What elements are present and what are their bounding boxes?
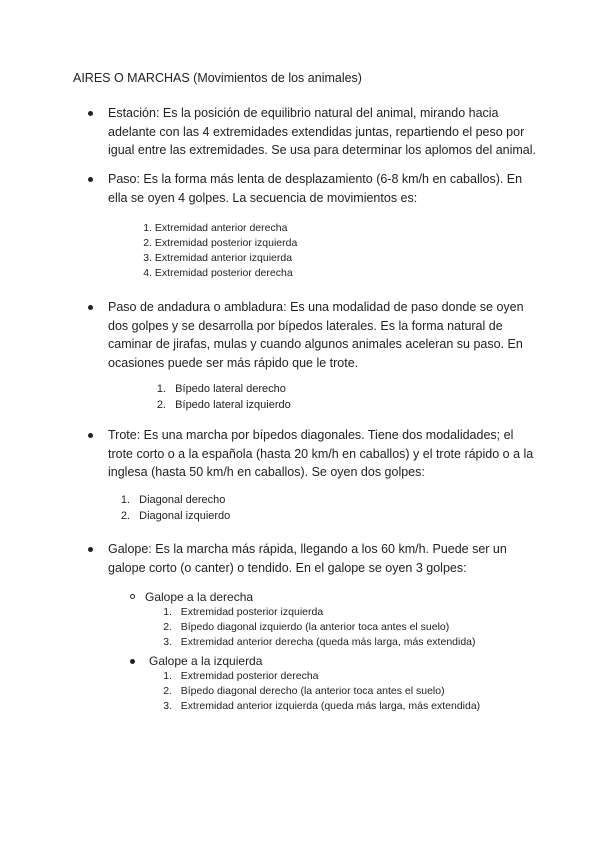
document-title: AIRES O MARCHAS (Movimientos de los animales) [73, 71, 362, 85]
trote-text: Trote: Es una marcha por bípedos diagonales. Tiene dos modalidades; el trote corto o a la española (hasta 20 km/h en caballos) y el trote rápido o a la inglesa (hasta 50 km/h en caballos). Se oyen dos golpes: [108, 428, 534, 479]
list-item-estacion [80, 104, 540, 160]
list-item: 2. Bípedo lateral izquierdo [156, 399, 291, 411]
list-item: 1. Bípedo lateral derecho [156, 383, 286, 395]
bullet-icon [88, 177, 93, 182]
galope-izquierda-step-list [158, 669, 480, 714]
list-item-andadura [80, 298, 540, 372]
list-item: 3. Extremidad anterior izquierda [143, 252, 293, 264]
list-item: 1. Extremidad posterior derecha [163, 670, 319, 682]
list-item: 3. Extremidad anterior derecha (queda más larga, más extendida) [163, 636, 476, 648]
hollow-bullet-icon [130, 594, 135, 599]
paso-text: Paso: Es la forma más lenta de desplazamiento (6-8 km/h en caballos). En ella se oyen 4 golpes. La secuencia de movimientos es: [108, 172, 523, 205]
bullet-icon [130, 659, 135, 664]
estacion-text: Estación: Es la posición de equilibrio natural del animal, mirando hacia adelante con las 4 extremidades extendidas juntas, repartiendo el peso por igual entre las extremidades. Se usa para determinar los aplomos del animal. [108, 106, 537, 157]
list-item: 2. Bípedo diagonal izquierdo (la anterior toca antes el suelo) [163, 621, 450, 633]
list-item: 1. Extremidad anterior derecha [143, 222, 288, 234]
galope-derecha-step-list [158, 605, 476, 650]
galope-izquierda-heading: Galope a la izquierda [130, 653, 262, 669]
list-item: 2. Diagonal izquierdo [120, 510, 231, 522]
list-item: 4. Extremidad posterior derecha [143, 267, 293, 279]
list-item: 2. Extremidad posterior izquierda [143, 237, 298, 249]
list-item: 2. Bípedo diagonal derecho (la anterior toca antes el suelo) [163, 685, 445, 697]
andadura-text: Paso de andadura o ambladura: Es una modalidad de paso donde se oyen dos golpes y se desarrolla por bípedos laterales. Es la forma natural de caminar de jirafas, mulas y cuando algunos animales aceleran su paso. En ocasiones puede ser más rápido que le trote. [108, 300, 524, 370]
bullet-icon [88, 547, 93, 552]
list-item: 1. Extremidad posterior izquierda [163, 606, 324, 618]
galope-derecha-heading: Galope a la derecha [130, 589, 253, 605]
list-item: 1. Diagonal derecho [120, 494, 226, 506]
list-item-trote [80, 426, 540, 482]
bullet-icon [88, 305, 93, 310]
bullet-icon [88, 433, 93, 438]
andadura-step-list [150, 381, 291, 413]
list-item: 3. Extremidad anterior izquierda (queda más larga, más extendida) [163, 700, 481, 712]
list-item-paso [80, 170, 540, 207]
galope-text: Galope: Es la marcha más rápida, llegando a los 60 km/h. Puede ser un galope corto (o canter) o tendido. En el galope se oyen 3 golpes: [108, 542, 507, 575]
list-item-galope [80, 540, 540, 577]
bullet-icon [88, 111, 93, 116]
trote-step-list [114, 492, 230, 524]
paso-step-list [138, 221, 297, 281]
